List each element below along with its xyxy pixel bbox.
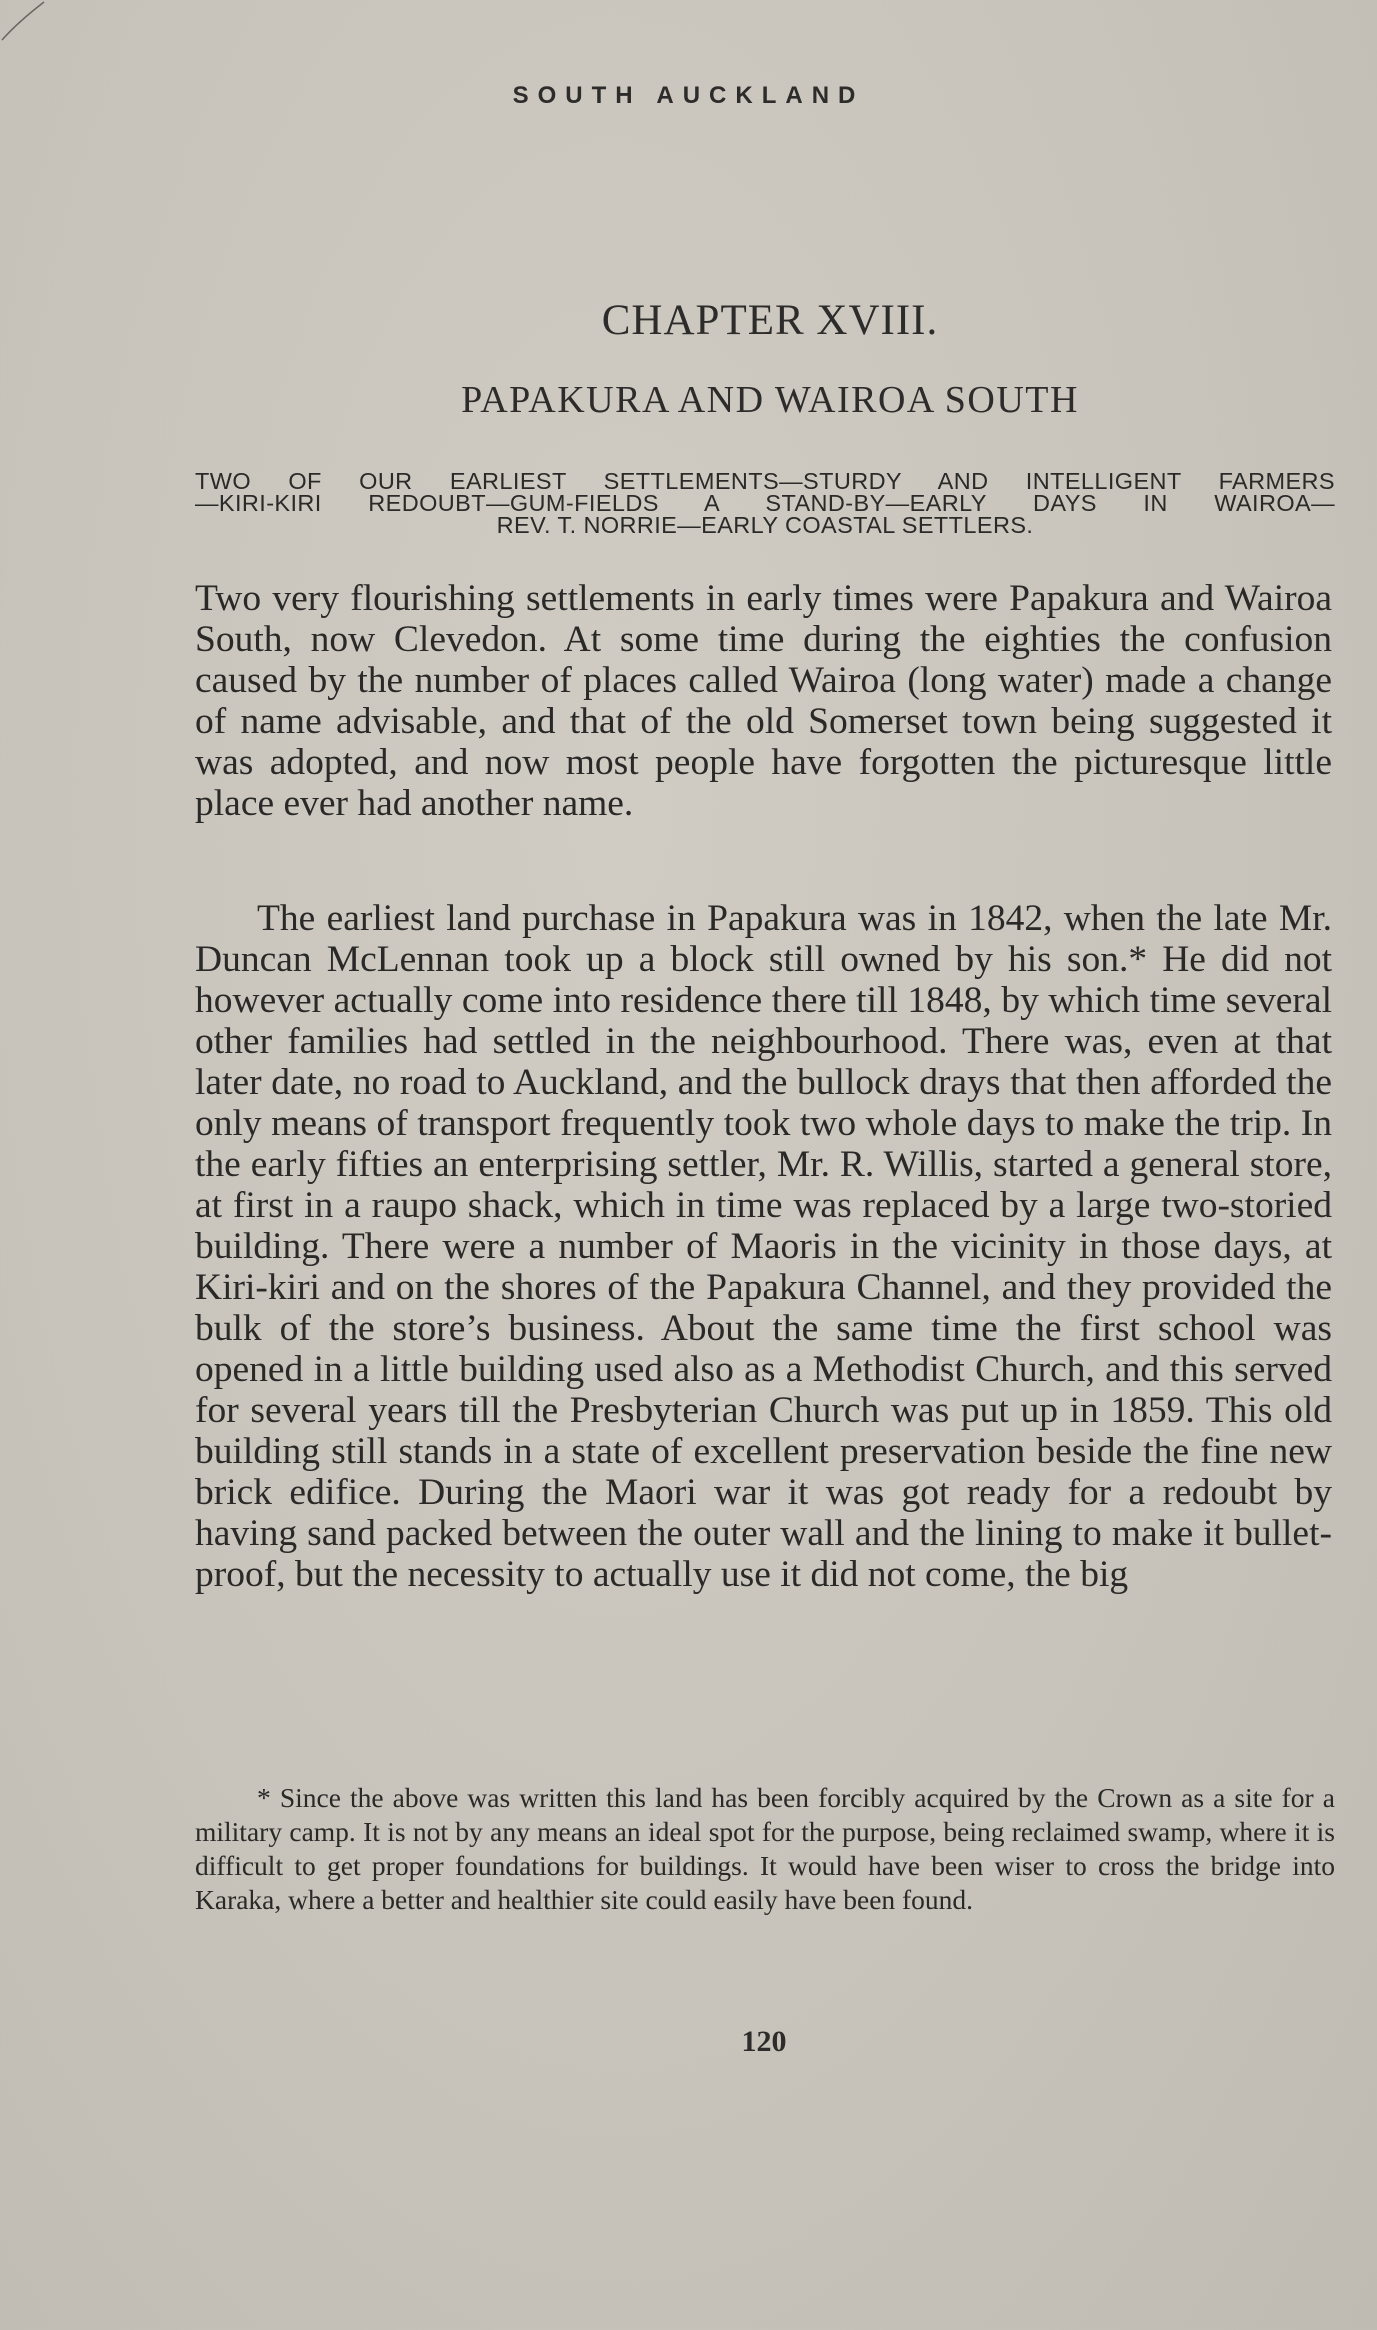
synopsis-line: —KIRI-KIRI REDOUBT—GUM-FIELDS A STAND-BY—EARLY DAYS IN WAIROA—: [195, 490, 1335, 516]
body-paragraph-1: [195, 578, 1332, 824]
footnote: [195, 1781, 1335, 1917]
chapter-synopsis: [195, 470, 1335, 536]
synopsis-line: REV. T. NORRIE—EARLY COASTAL SETTLERS.: [496, 512, 1034, 538]
paragraph-text: Two very flourishing settlements in early times were Papakura and Wairoa South, now Clevedon. At some time during the eighties the confusion caused by the number of places called Wairoa (long water) made a change of name advisable, and that of the old Somerset town being suggested it was adopted, and now most people have forgotten the picturesque little place ever had another name.: [195, 578, 1332, 824]
chapter-number: CHAPTER XVIII.: [601, 297, 939, 344]
corner-pencil-mark: [0, 0, 60, 60]
page-number: 120: [741, 2025, 787, 2058]
footnote-text: * Since the above was written this land has been forcibly acquired by the Crown as a site for a military camp. It is not by any means an ideal spot for the purpose, being reclaimed swamp, where it is difficult to get proper foundations for buildings. It would have been wiser to cross the bridge into Karaka, where a better and healthier site could easily have been found.: [195, 1782, 1335, 1915]
paragraph-text: The earliest land purchase in Papakura was in 1842, when the late Mr. Duncan McLennan took up a block still owned by his son.* He did not however actually come into residence there till 1848, by which time several other families had settled in the neighbourhood. There was, even at that later date, no road to Auckland, and the bullock drays that then afforded the only means of transport frequently took two whole days to make the trip. In the early fifties an enterprising settler, Mr. R. Willis, started a general store, at first in a raupo shack, which in time was replaced by a large two-storied building. There were a number of Maoris in the vicinity in those days, at Kiri-kiri and on the shores of the Papakura Channel, and they provided the bulk of the store’s business. About the same time the first school was opened in a little building used also as a Methodist Church, and this served for several years till the Presbyterian Church was put up in 1859. This old building still stands in a state of excellent preservation beside the fine new brick edifice. During the Maori war it was got ready for a redoubt by having sand packed between the outer wall and the lining to make it bullet-proof, but the necessity to actually use it did not come, the big: [195, 898, 1332, 1595]
chapter-title: PAPAKURA AND WAIROA SOUTH: [461, 379, 1079, 421]
body-paragraph-2: [195, 898, 1332, 1595]
synopsis-line: TWO OF OUR EARLIEST SETTLEMENTS—STURDY AND INTELLIGENT FARMERS: [195, 468, 1335, 494]
running-head: SOUTH AUCKLAND: [512, 82, 865, 109]
